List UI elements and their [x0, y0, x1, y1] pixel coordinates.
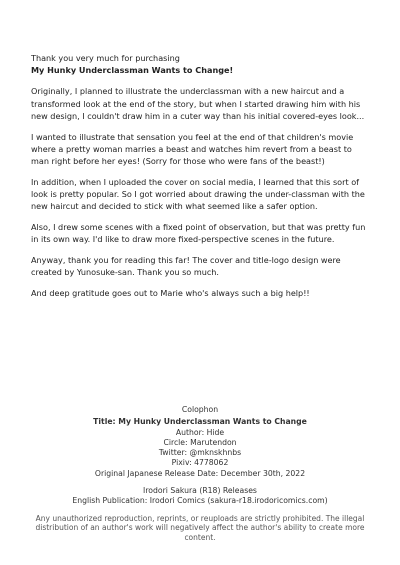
colophon-english-publication: English Publication: Irodori Comics (sakura-r18.irodoricomics.com) — [72, 496, 328, 506]
colophon-title: Title: My Hunky Underclassman Wants to Change — [93, 417, 307, 427]
paragraph-4: Also, I drew some scenes with a fixed point of observation, but that was pretty fun in its own way. I'd like to draw more fixed-perspective scenes in the future. — [31, 222, 366, 245]
legal-notice: Any unauthorized reproduction, reprints, or reuploads are strictly prohibited. The illegal distribution of an author's work will negatively affect the author's ability to create more content. — [35, 513, 365, 543]
colophon — [0, 405, 400, 543]
colophon-circle: Circle: Marutendon — [163, 437, 237, 447]
colophon-release-date: Original Japanese Release Date: December 30th, 2022 — [94, 468, 306, 478]
colophon-spacer-2 — [0, 507, 400, 514]
paragraph-3: In addition, when I uploaded the cover on social media, I learned that this sort of look is pretty popular. So I got worried about drawing the under-classman with the new haircut and decided to stick with what seemed like a safer option. — [31, 176, 365, 212]
thanks-block — [31, 52, 370, 76]
paragraph-2: I wanted to illustrate that sensation you feel at the end of that children's movie where a pretty woman marries a beast and watches him revert from a beast to man right before her eyes! (Sorry for those who were fans of the beast!) — [31, 131, 354, 167]
paragraph-5: Anyway, thank you for reading this far! The cover and title-logo design were created by Yunosuke-san. Thank you so much. — [31, 255, 341, 278]
colophon-heading: Colophon — [181, 405, 219, 414]
colophon-pixiv: Pixiv: 4778062 — [171, 458, 229, 468]
colophon-spacer — [0, 479, 400, 486]
colophon-author: Author: Hide — [175, 427, 225, 437]
colophon-twitter: Twitter: @mknskhnbs — [158, 448, 242, 458]
colophon-label: Irodori Sakura (R18) Releases — [143, 486, 257, 496]
paragraph-6: And deep gratitude goes out to Marie who's always such a big help!! — [31, 288, 310, 299]
paragraph-1: Originally, I planned to illustrate the underclassman with a new haircut and a transformed look at the end of the story, but when I started drawing him with his new design, I couldn't draw him in a cuter way than his initial covered-eyes look... — [31, 86, 365, 121]
book-title: My Hunky Underclassman Wants to Change! — [31, 65, 234, 76]
thanks-line: Thank you very much for purchasing — [31, 53, 180, 63]
afterword-text — [31, 52, 370, 299]
